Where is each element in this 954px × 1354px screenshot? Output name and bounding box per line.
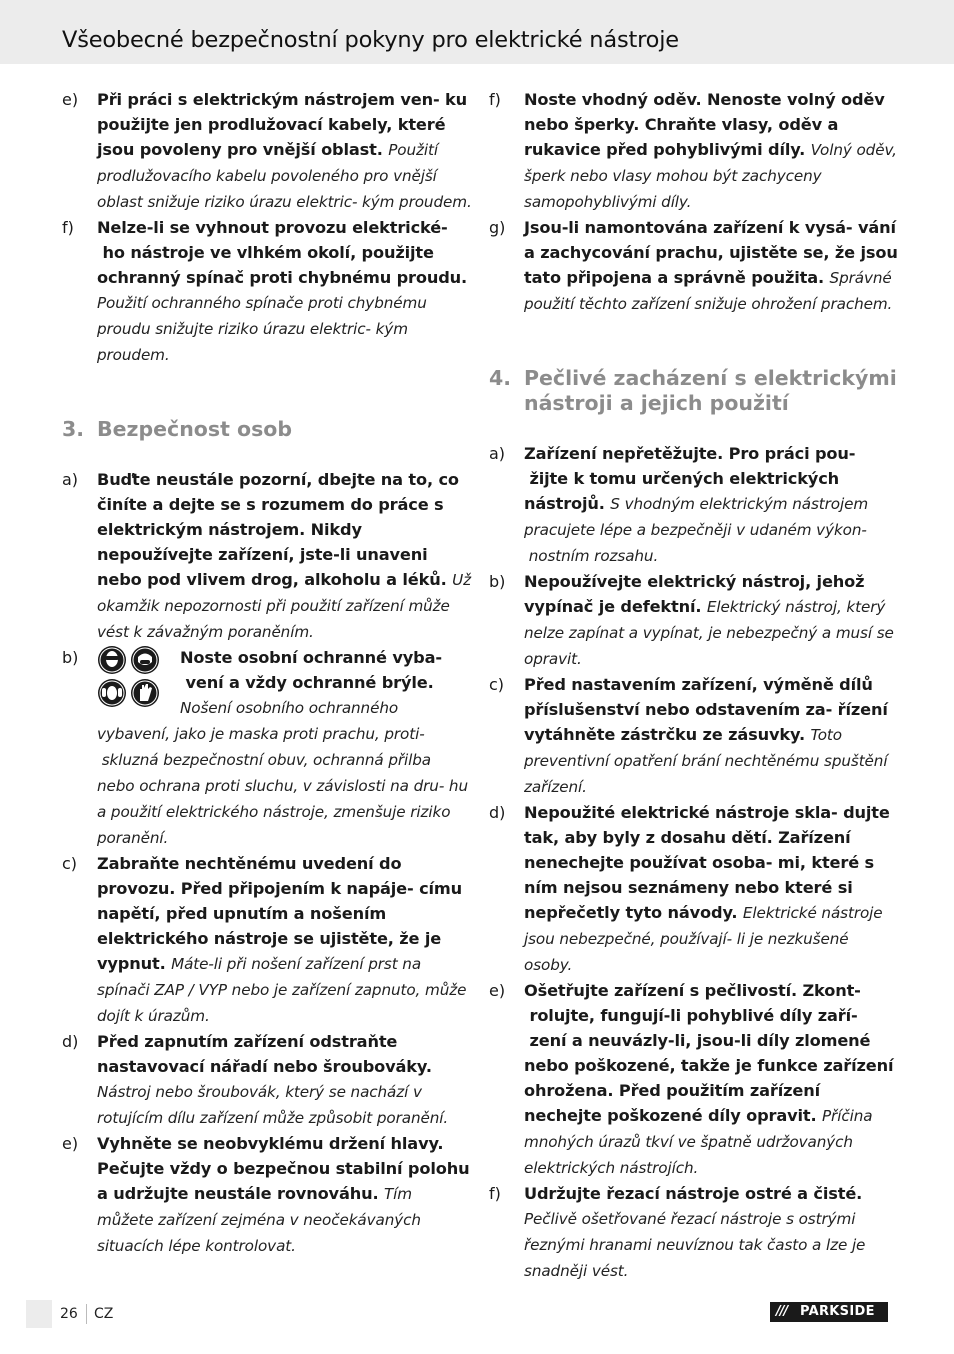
item-instruction: Nelze-li se vyhnout provozu elektrické- ho nástroje ve vlhkém okolí, použijte ochranný spínač proti chybnému proudu. <box>97 218 468 287</box>
item-explanation: Správné použití těchto zařízení snižuje ohrožení prachem. <box>524 269 893 313</box>
item-letter: f) <box>489 90 501 109</box>
list-item <box>489 672 899 800</box>
item-letter: e) <box>62 1134 79 1153</box>
right-column <box>489 87 899 1284</box>
footer-marker <box>26 1300 52 1328</box>
item-explanation: Máte-li při nošení zařízení prst na spínači ZAP / VYP nebo je zařízení zapnuto, může dojít k úrazům. <box>97 955 467 1025</box>
item-explanation: Elektrické nástroje jsou nebezpečné, používají- li je nezkušené osoby. <box>524 904 883 974</box>
section-number: 3. <box>62 417 85 441</box>
section-title: Bezpečnost osob <box>97 417 293 441</box>
item-explanation: S vhodným elektrickým nástrojem pracujete lépe a bezpečněji v udaném výkon- nostním rozsahu. <box>524 495 869 565</box>
section-heading <box>62 417 472 442</box>
item-letter: e) <box>489 981 506 1000</box>
list-item <box>62 467 472 645</box>
item-explanation: Toto preventivní opatření brání nechtěnému spuštění zařízení. <box>524 726 888 796</box>
item-instruction: Noste osobní ochranné vyba- vení a vždy ochranné brýle. <box>180 648 442 692</box>
list-item <box>489 441 899 569</box>
item-letter: f) <box>489 1184 501 1203</box>
eye-protection-icon <box>98 646 126 674</box>
item-letter: d) <box>62 1032 79 1051</box>
list-item <box>62 1131 472 1259</box>
list-item <box>489 1181 899 1284</box>
item-explanation: Nošení osobního ochranného vybavení, jako je maska proti prachu, proti- skluzná bezpečnostní obuv, ochranná přilba nebo ochrana proti sluchu, v závislosti na dru- hu a použití elektrického nástroje, zmenšuje riziko poranění. <box>97 699 468 847</box>
item-instruction: Vyhněte se neobvyklému držení hlavy. Pečujte vždy o bezpečnou stabilní polohu a udržujte neustále rovnováhu. <box>97 1134 470 1203</box>
item-letter: b) <box>489 572 506 591</box>
list-item <box>62 645 472 851</box>
item-instruction: Ošetřujte zařízení s pečlivostí. Zkont- rolujte, fungují-li pohyblivé díly zaří- zení a neuvázly-li, jsou-li díly zlomené nebo poškozené, takže je funkce zařízení ohrožena. Před použitím zařízení nechejte poškozené díly opravit. <box>524 981 894 1125</box>
item-instruction: Před nastavením zařízení, výměně dílů příslušenství nebo odstavením za- řízení vytáhněte zástrčku ze zásuvky. <box>524 675 888 744</box>
item-letter: a) <box>489 444 506 463</box>
gloves-icon <box>131 679 159 707</box>
item-letter: f) <box>62 218 74 237</box>
logo-text: PARKSIDE <box>800 1304 875 1319</box>
list-item <box>489 800 899 978</box>
footer-divider <box>86 1304 87 1324</box>
item-instruction: Nepoužívejte elektrický nástroj, jehož vypínač je defektní. <box>524 572 865 616</box>
item-instruction: Před zapnutím zařízení odstraňte nastavovací nářadí nebo šroubováky. <box>97 1032 432 1076</box>
item-explanation: Elektrický nástroj, který nelze zapínat a vypínat, je nebezpečný a musí se opravit. <box>524 598 894 668</box>
parkside-logo <box>770 1302 888 1322</box>
item-instruction: Při práci s elektrickým nástrojem ven- ku použijte jen prodlužovací kabely, které jsou povoleny pro vnější oblast. <box>97 90 468 159</box>
list-item <box>62 215 472 368</box>
item-instruction: Nepoužité elektrické nástroje skla- dujte tak, aby byly z dosahu dětí. Zařízení nenechejte používat osoba- mi, které s ním nejsou seznámeny nebo které si nepřečetly tyto návody. <box>524 803 890 922</box>
item-letter: g) <box>489 218 506 237</box>
item-explanation: Příčina mnohých úrazů tkví ve špatně udržovaných elektrických nástrojích. <box>524 1107 873 1177</box>
page-header <box>0 0 954 64</box>
list-item <box>489 569 899 672</box>
list-item <box>489 87 899 215</box>
hearing-protection-icon <box>98 679 126 707</box>
list-item <box>489 978 899 1181</box>
item-instruction: Jsou-li namontována zařízení k vysá- vání a zachycování prachu, ujistěte se, že jsou tato připojena a správně použita. <box>524 218 898 287</box>
list-item <box>62 1029 472 1131</box>
item-instruction: Zařízení nepřetěžujte. Pro práci pou- žijte k tomu určených elektrických nástrojů. <box>524 444 856 513</box>
face-mask-icon <box>131 646 159 674</box>
item-explanation: Tím můžete zařízení zejména v neočekávaných situacích lépe kontrolovat. <box>97 1185 421 1255</box>
page-title: Všeobecné bezpečnostní pokyny pro elektrické nástroje <box>62 27 679 53</box>
item-letter: c) <box>489 675 505 694</box>
language-code: CZ <box>94 1306 114 1322</box>
item-letter: e) <box>62 90 79 109</box>
section-title: Pečlivé zacházení s elektrickými nástroji a jejich použití <box>524 366 897 415</box>
item-letter: c) <box>62 854 78 873</box>
list-item <box>489 215 899 317</box>
item-letter: a) <box>62 470 79 489</box>
list-item <box>62 87 472 215</box>
left-column <box>62 87 472 1259</box>
item-explanation: Volný oděv, šperk nebo vlasy mohou být zachyceny samopohyblivými díly. <box>524 141 897 211</box>
item-instruction: Buďte neustále pozorní, dbejte na to, co činíte a dejte se s rozumem do práce s elektrickým nástrojem. Nikdy nepoužívejte zařízení, jste-li unaveni nebo pod vlivem drog, alkoholu a léků. <box>97 470 459 589</box>
item-instruction: Udržujte řezací nástroje ostré a čisté. <box>524 1184 863 1203</box>
safety-icons <box>97 645 160 708</box>
list-item <box>62 851 472 1029</box>
item-explanation: Použití prodlužovacího kabelu povoleného pro vnější oblast snižuje riziko úrazu elektric- kým proudem. <box>97 141 472 211</box>
item-explanation: Už okamžik nepozornosti při použití zařízení může vést k závažným poraněním. <box>97 571 472 641</box>
logo-stripes: /// <box>776 1304 788 1319</box>
page-number: 26 <box>60 1306 78 1322</box>
item-explanation: Nástroj nebo šroubovák, který se nachází v rotujícím dílu zařízení může způsobit poranění. <box>97 1083 449 1127</box>
item-instruction: Noste vhodný oděv. Nenoste volný oděv nebo šperky. Chraňte vlasy, oděv a rukavice před pohyblivými díly. <box>524 90 885 159</box>
item-explanation: Použití ochranného spínače proti chybnému proudu snižujte riziko úrazu elektric- kým proudem. <box>97 294 427 364</box>
section-heading <box>489 366 899 416</box>
item-letter: b) <box>62 648 79 667</box>
item-instruction: Zabraňte nechtěnému uvedení do provozu. Před připojením k napáje- címu napětí, před upnutím a nošením elektrického nástroje se ujistěte, že je vypnut. <box>97 854 463 973</box>
section-number: 4. <box>489 366 512 390</box>
item-letter: d) <box>489 803 506 822</box>
item-explanation: Pečlivě ošetřované řezací nástroje s ostrými řeznými hranami neuvíznou tak často a lze je snadněji vést. <box>524 1210 866 1280</box>
